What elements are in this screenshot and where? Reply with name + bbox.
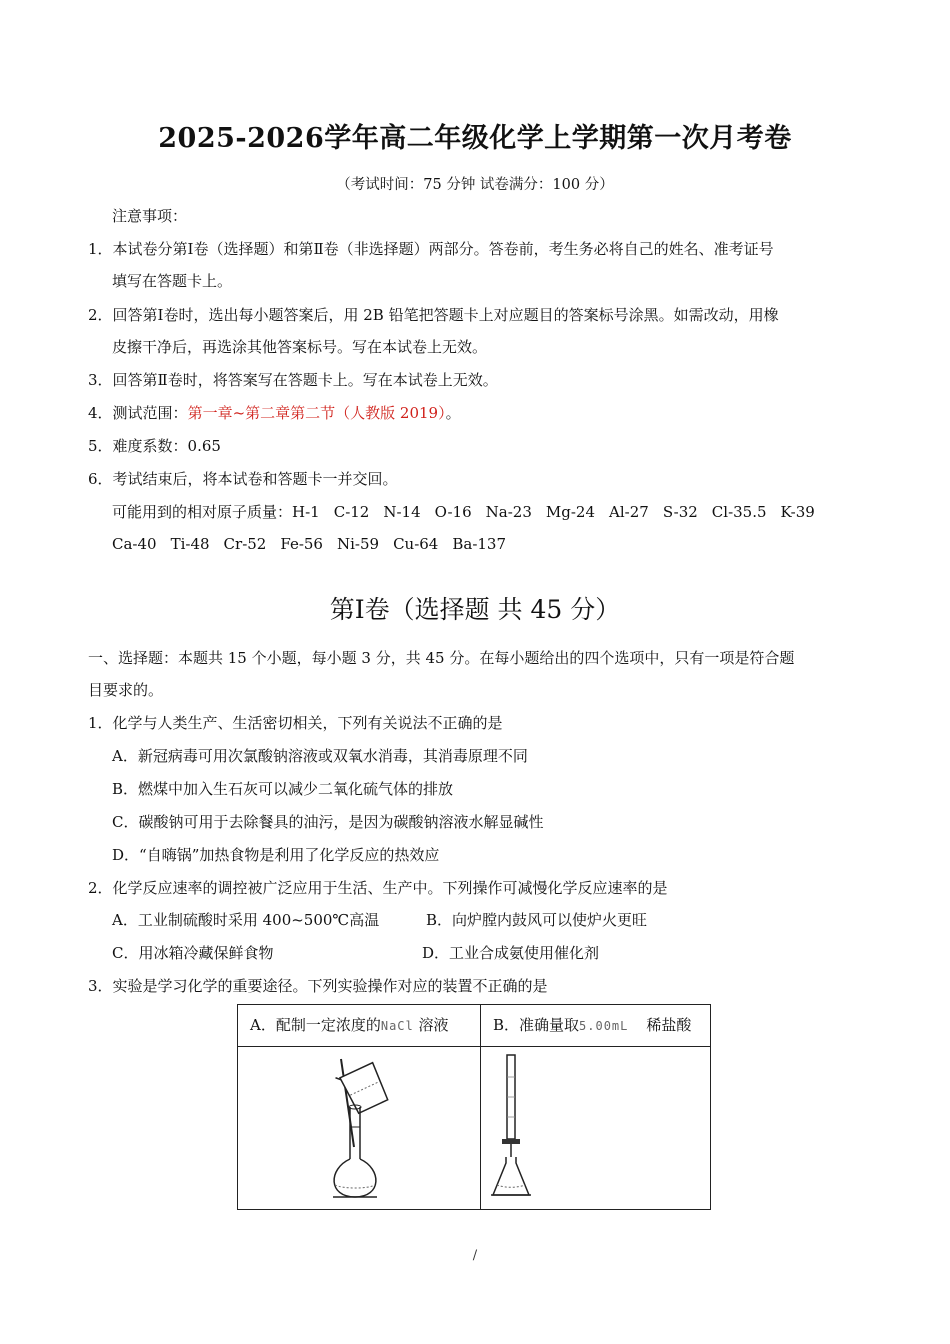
question-1-stem (88, 713, 503, 733)
atomic-masses-row-2 (112, 534, 520, 554)
atomic-mass: Ca-40 (112, 535, 157, 553)
experiment-table (237, 1004, 711, 1210)
question-1-option-d: D．“自嗨锅”加热食物是利用了化学反应的热效应 (112, 846, 440, 864)
notice-item-5 (88, 436, 221, 456)
notice-item-num: 5． (88, 437, 113, 455)
notice-item-4 (88, 403, 461, 423)
question-2-option-b: B．向炉膛内鼓风可以使炉火更旺 (426, 911, 648, 929)
question-2-option-c: C．用冰箱冷藏保鲜食物 (112, 944, 274, 962)
atomic-mass: Cr-52 (223, 535, 267, 553)
atomic-mass: N-14 (383, 503, 421, 521)
atomic-masses-label: 可能用到的相对原子质量： (112, 503, 293, 521)
exam-subtitle: （考试时间：75 分钟 试卷满分：100 分） (336, 177, 614, 193)
atomic-mass: S-32 (662, 503, 698, 521)
atomic-mass: Fe-56 (280, 535, 323, 553)
volume-amount: 5.00mL (579, 1019, 629, 1033)
question-1-option-b: B．燃煤中加入生石灰可以减少二氧化硫气体的排放 (112, 780, 454, 798)
notice-item-suffix: 。 (445, 404, 461, 422)
question-2-stem (88, 878, 668, 898)
notice-item-prefix: 测试范围： (112, 404, 188, 422)
question-text: 实验是学习化学的重要途径。下列实验操作对应的装置不正确的是 (112, 977, 548, 995)
atomic-mass: H-1 (292, 503, 320, 521)
section-instruction: 一、选择题：本题共 15 个小题，每小题 3 分，共 45 分。在每小题给出的四个选项中，只有一项是符合题 (88, 649, 795, 667)
question-1-option-c: C．碳酸钠可用于去除餐具的油污，是因为碳酸钠溶液水解显碱性 (112, 813, 544, 831)
notice-item-num: 2． (88, 306, 113, 324)
notice-item-3 (88, 370, 498, 390)
question-2-option-a: A．工业制硫酸时采用 400~500℃高温 (112, 911, 380, 929)
notice-item-text: 回答第Ⅰ卷时，选出每小题答案后，用 2B 铅笔把答题卡上对应题目的答案标号涂黑。如需改动，用橡 (112, 306, 779, 324)
nacl-formula: NaCl (380, 1019, 414, 1033)
question-2-option-d: D．工业合成氨使用催化剂 (422, 944, 600, 962)
exam-title: 2025-2026学年高二年级化学上学期第一次月考卷 (158, 123, 792, 154)
atomic-mass: Ni-59 (336, 535, 380, 553)
notice-item-1-cont: 填写在答题卡上。 (112, 272, 233, 290)
notice-item-num: 6． (88, 470, 113, 488)
notice-item-1 (88, 239, 774, 259)
atomic-mass: O-16 (434, 503, 472, 521)
atomic-mass: Ba-137 (452, 535, 507, 553)
notice-item-text: 考试结束后，将本试卷和答题卡一并交回。 (112, 470, 398, 488)
burette-icon (481, 1047, 711, 1209)
experiment-a-header (238, 1005, 481, 1047)
experiment-b-suffix: 稀盐酸 (646, 1016, 692, 1034)
test-scope: 第一章~第二章第二节（人教版 2019） (187, 404, 446, 422)
atomic-mass: Cu-64 (393, 535, 439, 553)
experiment-a-label: A．配制一定浓度的 (250, 1016, 381, 1034)
question-number: 3． (88, 977, 113, 995)
notice-item-text: 回答第Ⅱ卷时，将答案写在答题卡上。写在本试卷上无效。 (112, 371, 498, 389)
notice-item-num: 4． (88, 404, 113, 422)
question-text: 化学反应速率的调控被广泛应用于生活、生产中。下列操作可减慢化学反应速率的是 (112, 879, 668, 897)
notice-item-num: 3． (88, 371, 113, 389)
notice-heading: 注意事项： (112, 207, 188, 225)
section-instruction-cont: 目要求的。 (88, 681, 164, 699)
question-text: 化学与人类生产、生活密切相关，下列有关说法不正确的是 (112, 714, 503, 732)
atomic-mass: Na-23 (485, 503, 532, 521)
atomic-mass: Ti-48 (170, 535, 210, 553)
atomic-mass: K-39 (780, 503, 815, 521)
question-3-stem (88, 976, 548, 996)
atomic-mass: C-12 (333, 503, 370, 521)
atomic-mass: Al-27 (609, 503, 649, 521)
atomic-mass: Cl-35.5 (711, 503, 767, 521)
question-number: 1． (88, 714, 113, 732)
notice-item-6 (88, 469, 398, 489)
notice-item-2-cont: 皮擦干净后，再选涂其他答案标号。写在本试卷上无效。 (112, 338, 488, 356)
page-number: / (472, 1248, 478, 1263)
section-title: 第Ⅰ卷（选择题 共 45 分） (329, 595, 621, 624)
atomic-mass: Mg-24 (545, 503, 596, 521)
experiment-b-figure (481, 1047, 711, 1210)
atomic-masses-row-1 (112, 502, 829, 522)
notice-item-text: 本试卷分第Ⅰ卷（选择题）和第Ⅱ卷（非选择题）两部分。答卷前，考生务必将自己的姓名、准考证号 (112, 240, 774, 258)
volumetric-flask-icon (238, 1047, 468, 1209)
question-number: 2． (88, 879, 113, 897)
experiment-a-suffix: 溶液 (418, 1016, 449, 1034)
experiment-b-header (481, 1005, 711, 1047)
notice-item-2 (88, 305, 779, 325)
notice-item-num: 1． (88, 240, 113, 258)
notice-item-text: 难度系数：0.65 (112, 437, 221, 455)
experiment-b-label: B．准确量取 (493, 1016, 580, 1034)
experiment-a-figure (238, 1047, 481, 1210)
question-1-option-a: A．新冠病毒可用次氯酸钠溶液或双氧水消毒，其消毒原理不同 (112, 747, 528, 765)
